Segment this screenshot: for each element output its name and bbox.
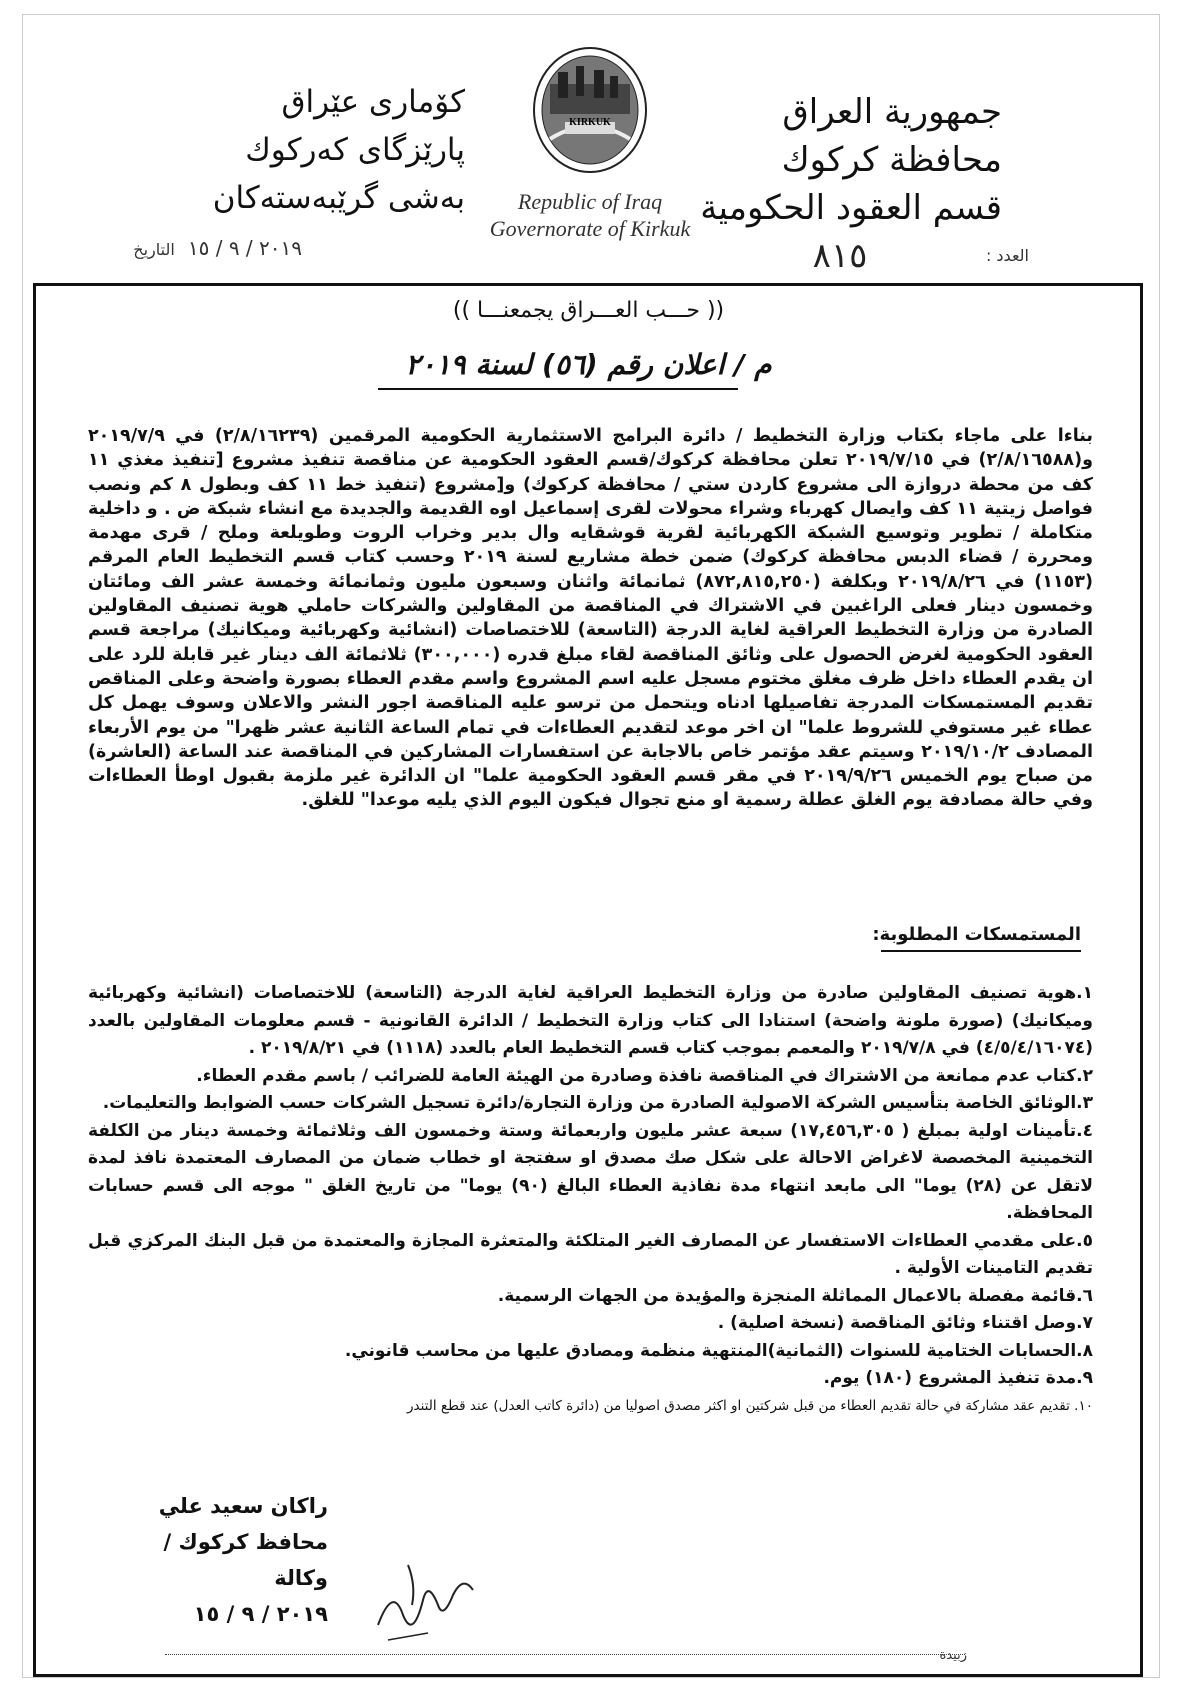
date-label: التاريخ xyxy=(133,240,175,259)
requirements-heading-underline xyxy=(881,950,1081,952)
reference-number-value: ٨١٥ xyxy=(812,238,868,275)
requirements-list xyxy=(88,980,1093,1420)
signatory-title: محافظ كركوك / وكالة xyxy=(163,1530,328,1590)
handwritten-signature xyxy=(368,1545,488,1645)
requirement-item: ٣.الوثائق الخاصة بتأسيس الشركة الاصولية الصادرة من وزارة التجارة/دائرة تسجيل الشركات حسب الضوابط والتعليمات. xyxy=(102,1093,1093,1113)
requirements-heading: المستمسكات المطلوبة: xyxy=(872,924,1081,945)
kirkuk-seal xyxy=(530,44,650,174)
english-governorate: Governorate of Kirkuk xyxy=(489,216,691,241)
date-block xyxy=(102,236,302,260)
requirement-item: ٦.قائمة مفصلة بالاعمال المماثلة المنجزة والمؤيدة من الجهات الرسمية. xyxy=(497,1285,1093,1306)
announcement-title: م / اعلان رقم (٥٦) لسنة ٢٠١٩ xyxy=(405,348,772,381)
arabic-department: قسم العقود الحكومية xyxy=(700,188,1002,228)
footer-label: زبيدة xyxy=(939,1648,967,1663)
kurdish-letterhead xyxy=(175,78,465,222)
arabic-country: جمهورية العراق xyxy=(782,92,1002,132)
english-country: Republic of Iraq xyxy=(517,189,663,214)
signatory-name: راكان سعيد علي xyxy=(158,1494,328,1518)
reference-number xyxy=(986,246,1029,265)
requirement-item: ٩.مدة تنفيذ المشروع (١٨٠) يوم. xyxy=(823,1368,1093,1388)
motto: (( حـــب العـــراق يجمعنـــا )) xyxy=(452,298,725,323)
number-label: العدد : xyxy=(985,246,1029,265)
arabic-governorate: محافظة كركوك xyxy=(781,140,1002,180)
footer-dotted-line xyxy=(165,1654,965,1655)
requirement-item: ٨.الحسابات الختامية للسنوات (الثمانية)المنتهية منظمة ومصادق عليها من محاسب قانوني. xyxy=(344,1340,1093,1361)
kurdish-department: بەشی گرێبەستەكان xyxy=(212,180,465,216)
english-letterhead xyxy=(460,188,720,242)
signature-date: ٢٠١٩ / ٩ / ١٥ xyxy=(193,1602,328,1626)
kurdish-governorate: پارێزگاى كەركوك xyxy=(245,132,465,168)
kurdish-country: كۆمارى عێراق xyxy=(281,84,465,120)
requirement-item: ٥.على مقدمي العطاءات الاستفسار عن المصارف الغير المتلكئة والمتعثرة المجازة والمعتمدة من قبل البنك المركزي قبل تقديم التامينات الأولية . xyxy=(88,1230,1093,1278)
signature-block xyxy=(118,1488,328,1632)
requirement-item: ٧.وصل اقتناء وثائق المناقصة (نسخة اصلية) . xyxy=(717,1313,1093,1333)
requirement-item: ١.هوية تصنيف المقاولين صادرة من وزارة التخطيط العراقية لغاية الدرجة (التاسعة) للاختصاصات (انشائية وكهربائية وميكانيك) (صورة ملونة واضحة) استنادا الى كتاب وزارة التخطيط / الدائرة القانونية - قسم معلومات المقاولين بالعدد (٤/٥/٤/١٦٠٧٤) في ٢٠١٩/٧/٨ والمعمم بموجب كتاب قسم التخطيط العام بالعدد (١١١٨) في ٢٠١٩/٨/٢١ . xyxy=(88,983,1093,1058)
title-underline xyxy=(378,388,738,390)
date-value: ٢٠١٩ / ٩ / ١٥ xyxy=(187,236,302,260)
requirement-item: ٢.كتاب عدم ممانعة من الاشتراك في المناقصة نافذة وصادرة من الهيئة العامة للضرائب / باسم مقدم العطاء. xyxy=(196,1065,1093,1086)
requirement-item: ١٠. تقديم عقد مشاركة في حالة تقديم العطاء من قبل شركتين او اكثر مصدق اصوليا من (دائرة كاتب العدل) عند قطع التندر xyxy=(406,1397,1093,1414)
requirement-item: ٤.تأمينات اولية بمبلغ ( ١٧,٤٥٦,٣٠٥) سبعة عشر مليون واربعمائة وستة وخمسون الف وثلاثمائة وخمسة دينار من الكلفة التخمينية المخصصة لاغراض الاحالة على شكل صك مصدق او سفتجة او خطاب ضمان من المصارف المعتمدة نافذ لمدة لاتقل عن (٢٨) يوما" الى مابعد انتهاء مدة نفاذية العطاء البالغ (٩٠) يوما" من تاريخ الغلق " موجه الى قسم حسابات المحافظة. xyxy=(88,1120,1093,1223)
seal-label: KIRKUK xyxy=(569,117,611,128)
kirkuk-emblem-icon xyxy=(530,44,650,174)
announcement-body: بناءا على ماجاء بكتاب وزارة التخطيط / دائرة البرامج الاستثمارية الحكومية المرقمين (٢/٨/١٦٢٣٩) في ٢٠١٩/٧/٩ و(٢/٨/١٦٥٨٨) في ٢٠١٩/٧/١٥ تعلن محافظة كركوك/قسم العقود الحكومية عن مناقصة تنفيذ مشروع [تنفيذ مغذي ١١ كف من محطة دروازة الى مشروع كاردن ستي / محافظة كركوك) و[مشروع (تنفيذ خط ١١ كف وبطول ٨ كم ونصب فواصل زيتية ١١ كف وايصال كهرباء وشراء محولات لقرى إسماعيل اوه القديمة والجديدة مع انشاء شبكة ض . و داخلية متكاملة / تطوير وتوسيع الشبكة الكهربائية لقرية قوشقايه وال بدير وخراب الروت وطويلعة وملح / قرى مهدمة ومحررة / قضاء الدبس محافظة كركوك) ضمن خطة مشاريع لسنة ٢٠١٩ وحسب كتاب قسم التخطيط العام المرقم (١١٥٣) في ٢٠١٩/٨/٢٦ وبكلفة (٨٧٢,٨١٥,٢٥٠) ثمانمائة واثنان وسبعون مليون وثمانمائة وخمسة عشر الف ومائتان وخمسون دينار فعلى الراغبين في الاشتراك في المناقصة من المقاولين والشركات حاملي هوية تصنيف المقاولين الصادرة من وزارة التخطيط العراقية لغاية الدرجة (التاسعة) للاختصاصات (انشائية وكهربائية وميكانيك) مراجعة قسم العقود الحكومية لغرض الحصول على وثائق المناقصة لقاء مبلغ قدره (٣٠٠,٠٠٠) ثلاثمائة الف دينار غير قابلة للرد على ان يقدم العطاء داخل ظرف مغلق مختوم مسجل عليه اسم المشروع واسم مقدم العطاء بصورة واضحة وعلى المناقص تقديم المستمسكات المدرجة تفاصيلها ادناه ويتحمل من ترسو عليه المناقصة اجور النشر والاعلان وسوف يهمل كل عطاء غير مستوفي للشروط علما" ان اخر موعد لتقديم العطاءات في تمام الساعة الثانية عشر ظهرا" من يوم الأربعاء المصادف ٢٠١٩/١٠/٢ وسيتم عقد مؤتمر خاص بالاجابة عن استفسارات المشاركين في المناقصة عند الساعة (العاشرة) من صباح يوم الخميس ٢٠١٩/٩/٢٦ في مقر قسم العقود الحكومية علما" ان الدائرة غير ملزمة بقبول اوطأ العطاءات وفي حالة مصادفة يوم الغلق عطلة رسمية او منع تجوال فيكون اليوم الذي يليه موعدا" للغلق. xyxy=(88,426,1093,811)
